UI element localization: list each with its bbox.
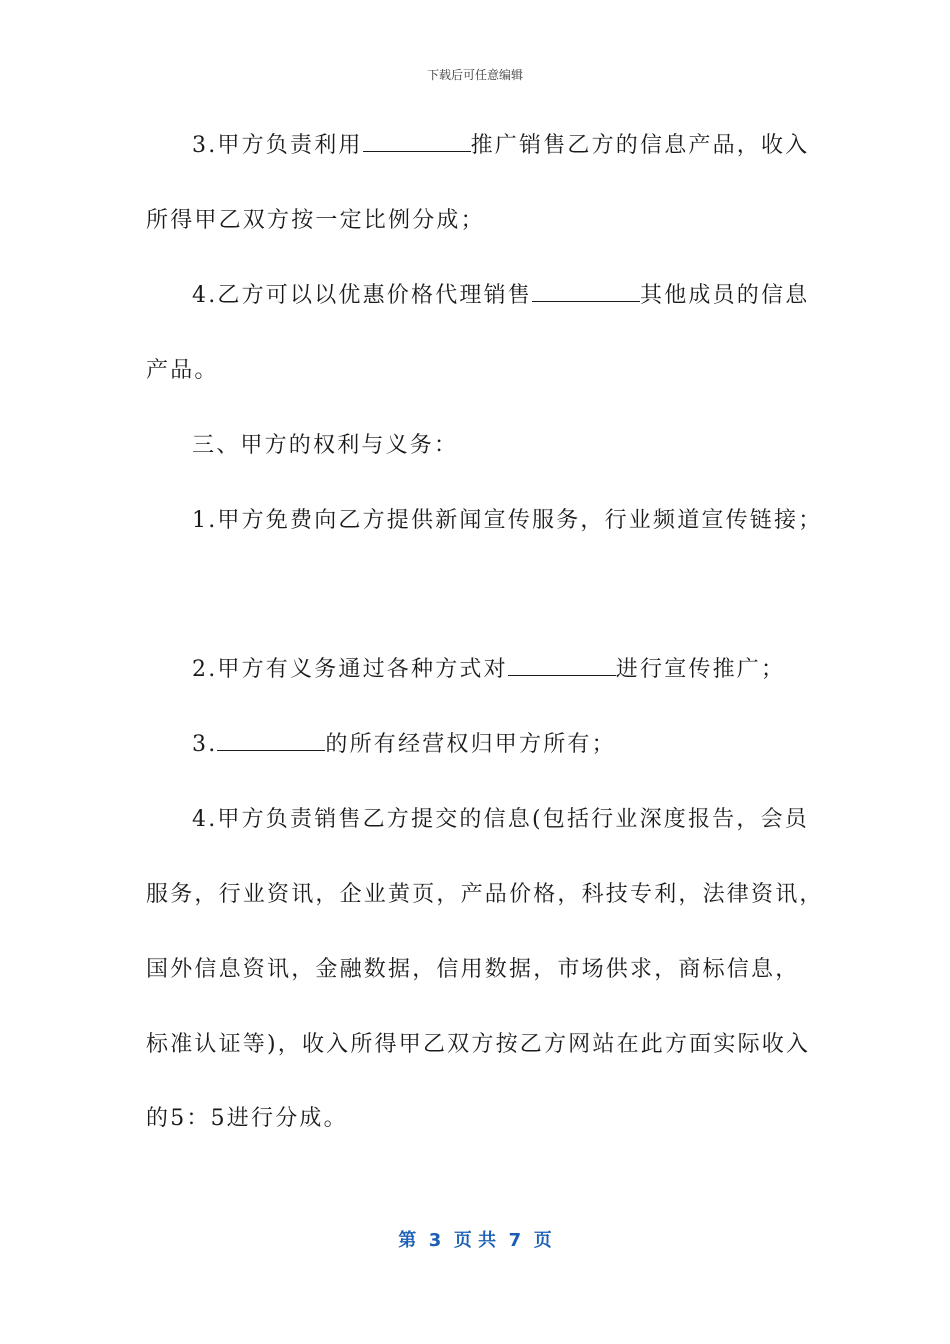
paragraph-line: 国外信息资讯，金融数据，信用数据，市场供求，商标信息， <box>146 957 800 982</box>
text-segment: 2.甲方有义务通过各种方式对 <box>192 657 508 682</box>
paragraph-line: 的5：5进行分成。 <box>146 1106 348 1131</box>
text-segment: 3.甲方负责利用 <box>192 133 363 158</box>
paragraph-line: 服务，行业资讯，企业黄页，产品价格，科技专利，法律资讯， <box>146 882 824 907</box>
paragraph-line <box>192 730 616 760</box>
fill-blank <box>217 730 325 751</box>
paragraph-line <box>192 131 809 161</box>
fill-blank <box>532 281 640 302</box>
paragraph-line <box>192 281 809 311</box>
paragraph-line: 4.甲方负责销售乙方提交的信息(包括行业深度报告，会员 <box>192 807 809 832</box>
section-heading: 三、甲方的权利与义务： <box>192 433 459 458</box>
text-segment: 推广销售乙方的信息产品，收入 <box>470 133 810 158</box>
text-segment: 其他成员的信息 <box>640 283 810 308</box>
fill-blank <box>363 131 471 152</box>
paragraph-line: 产品。 <box>146 358 219 383</box>
text-segment: 4.乙方可以以优惠价格代理销售 <box>192 283 532 308</box>
paragraph-line: 标准认证等)，收入所得甲乙双方按乙方网站在此方面实际收入 <box>146 1032 811 1057</box>
paragraph-line: 所得甲乙双方按一定比例分成； <box>146 208 485 233</box>
page-number: 第 3 页 共 7 页 <box>398 1230 552 1251</box>
paragraph-line <box>192 655 785 685</box>
paragraph-line: 1.甲方免费向乙方提供新闻宣传服务，行业频道宣传链接； <box>192 508 823 533</box>
text-segment: 进行宣传推广； <box>615 657 786 682</box>
header-note: 下载后可任意编辑 <box>426 68 523 82</box>
fill-blank <box>508 655 616 676</box>
text-segment: 的所有经营权归甲方所有； <box>325 732 616 757</box>
text-segment: 3. <box>192 732 218 757</box>
